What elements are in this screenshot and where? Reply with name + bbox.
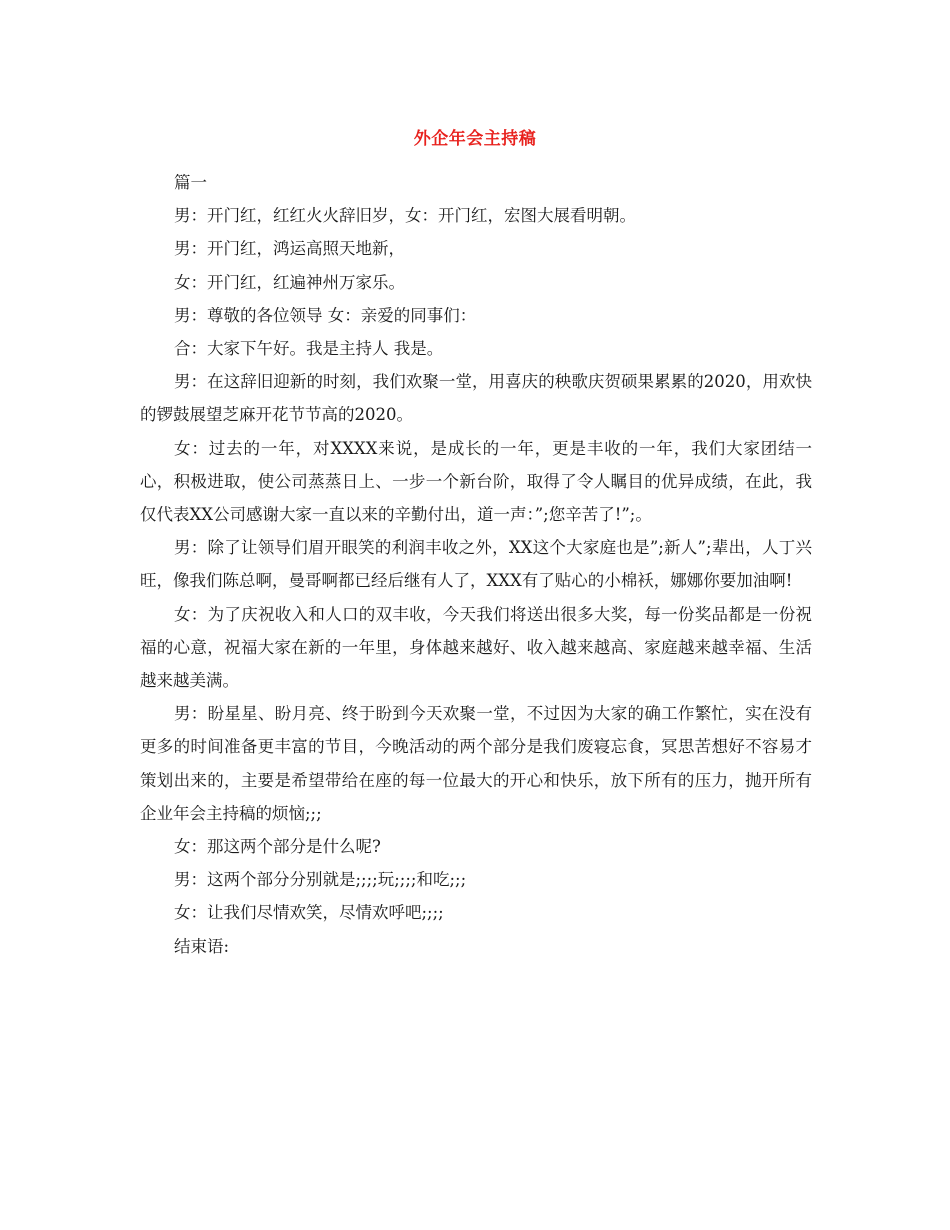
paragraph: 男：开门红，鸿运高照天地新， (174, 239, 405, 259)
paragraph: 男：这两个部分分别就是;;;;玩;;;;和吃;;; (174, 870, 467, 890)
paragraph: 女：让我们尽情欢笑，尽情欢呼吧;;;; (174, 903, 444, 923)
paragraph: 男：在这辞旧迎新的时刻，我们欢聚一堂，用喜庆的秧歌庆贺硕果累累的2020，用欢快的锣鼓展望芝麻开花节节高的2020。 (140, 372, 812, 425)
paragraph: 男：开门红，红红火火辞旧岁，女：开门红，宏图大展看明朝。 (174, 206, 636, 226)
paragraph: 男：尊敬的各位领导 女：亲爱的同事们： (174, 305, 477, 325)
document-body (140, 166, 812, 963)
paragraph: 女：过去的一年，对XXXX来说，是成长的一年，更是丰收的一年，我们大家团结一心，积极进取，使公司蒸蒸日上、一步一个新台阶，取得了令人瞩目的优异成绩，在此，我仅代表XX公司感谢大家一直以来的辛勤付出，道一声：”;您辛苦了!”;。 (140, 438, 812, 525)
document-title: 外企年会主持稿 (413, 129, 537, 149)
paragraph: 合：大家下午好。我是主持人 我是。 (174, 339, 444, 359)
paragraph: 女：开门红，红遍神州万家乐。 (174, 272, 405, 292)
paragraph: 女：那这两个部分是什么呢? (174, 837, 381, 857)
paragraph: 男：除了让领导们眉开眼笑的利润丰收之外，XX这个大家庭也是”;新人”;辈出，人丁兴旺，像我们陈总啊，曼哥啊都已经后继有人了，XXX有了贴心的小棉袄，娜娜你要加油啊! (140, 538, 812, 591)
paragraph: 篇一 (174, 173, 207, 192)
paragraph: 结束语: (174, 936, 230, 956)
paragraph: 女：为了庆祝收入和人口的双丰收，今天我们将送出很多大奖，每一份奖品都是一份祝福的心意，祝福大家在新的一年里，身体越来越好、收入越来越高、家庭越来越幸福、生活越来越美满。 (140, 604, 812, 691)
paragraph: 男：盼星星、盼月亮、终于盼到今天欢聚一堂，不过因为大家的确工作繁忙，实在没有更多的时间准备更丰富的节目，今晚活动的两个部分是我们废寝忘食，冥思苦想好不容易才策划出来的，主要是希望带给在座的每一位最大的开心和快乐，放下所有的压力，抛开所有企业年会主持稿的烦恼;;; (140, 704, 812, 823)
